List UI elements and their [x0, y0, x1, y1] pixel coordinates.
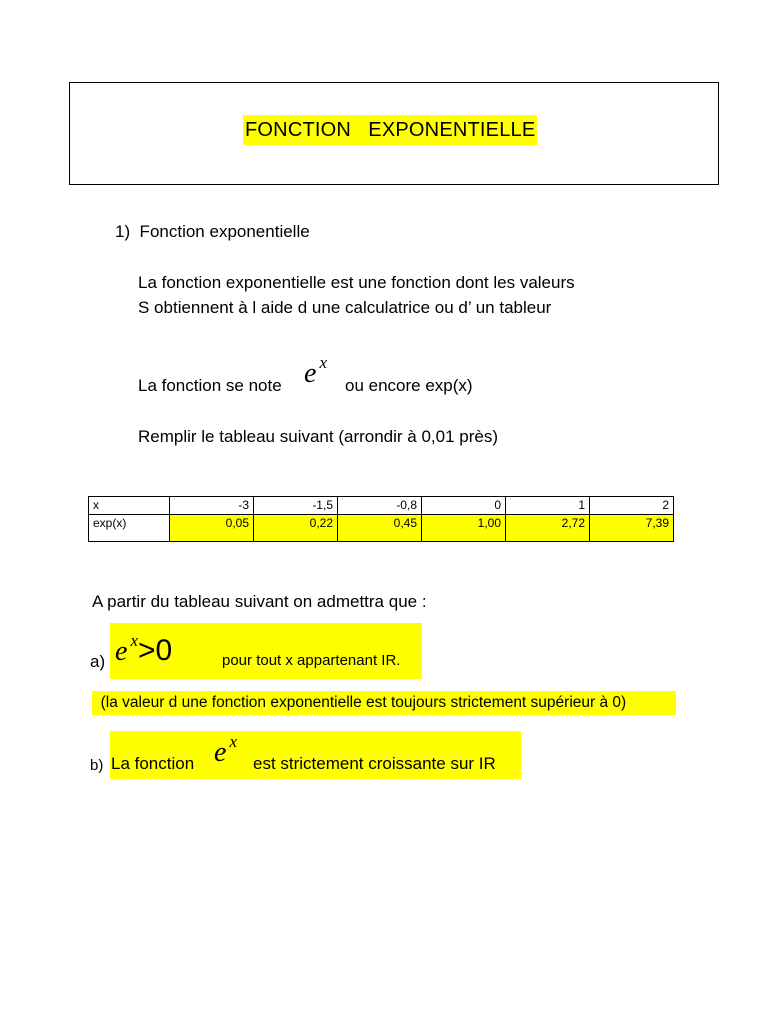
- point-b-prefix: La fonction: [111, 754, 195, 773]
- section-heading: 1) Fonction exponentielle: [115, 222, 310, 241]
- x-cell: -3: [170, 497, 254, 515]
- exp-cell: 0,22: [254, 515, 338, 542]
- x-cell: -1,5: [254, 497, 338, 515]
- point-a-text: pour tout x appartenant IR.: [222, 652, 401, 669]
- point-a-base: e: [115, 636, 128, 667]
- notation-base: e: [304, 358, 317, 389]
- instruction-text: Remplir le tableau suivant (arrondir à 0,01 près): [138, 427, 499, 446]
- point-a-relation: >0: [137, 634, 173, 667]
- point-b-base: e: [214, 737, 227, 768]
- exp-cell: 0,05: [170, 515, 254, 542]
- x-cell: -0,8: [338, 497, 422, 515]
- point-a-exponent: x: [130, 631, 138, 650]
- point-b-formula: [214, 732, 237, 769]
- x-cell: 0: [422, 497, 506, 515]
- conclusion-intro: A partir du tableau suivant on admettra que :: [92, 592, 427, 611]
- notation-exponent: x: [319, 353, 327, 372]
- notation-suffix: ou encore exp(x): [345, 376, 473, 395]
- point-a-label: a): [90, 652, 106, 671]
- x-cell: 1: [506, 497, 590, 515]
- row-label-x: x: [89, 497, 170, 515]
- row-label-exp: exp(x): [89, 515, 170, 542]
- notation-formula: [304, 353, 327, 390]
- exp-cell: 1,00: [422, 515, 506, 542]
- table-row-x: [89, 497, 674, 515]
- table-row-exp: [89, 515, 674, 542]
- exp-cell: 0,45: [338, 515, 422, 542]
- intro-line-2: S obtiennent à l aide d une calculatrice ou d’ un tableur: [138, 298, 552, 317]
- point-a-note: (la valeur d une fonction exponentielle est toujours strictement supérieur à 0): [92, 691, 676, 715]
- exp-cell: 7,39: [590, 515, 674, 542]
- point-b-exponent: x: [229, 732, 237, 751]
- exp-cell: 2,72: [506, 515, 590, 542]
- point-b-text: est strictement croissante sur IR: [253, 754, 496, 773]
- page-title: FONCTION EXPONENTIELLE: [243, 115, 537, 145]
- point-b-label: b): [90, 757, 104, 774]
- point-a-formula: [115, 631, 173, 668]
- intro-line-1: La fonction exponentielle est une fonction dont les valeurs: [138, 273, 575, 292]
- notation-prefix: La fonction se note: [138, 376, 282, 395]
- values-table: [88, 496, 674, 542]
- x-cell: 2: [590, 497, 674, 515]
